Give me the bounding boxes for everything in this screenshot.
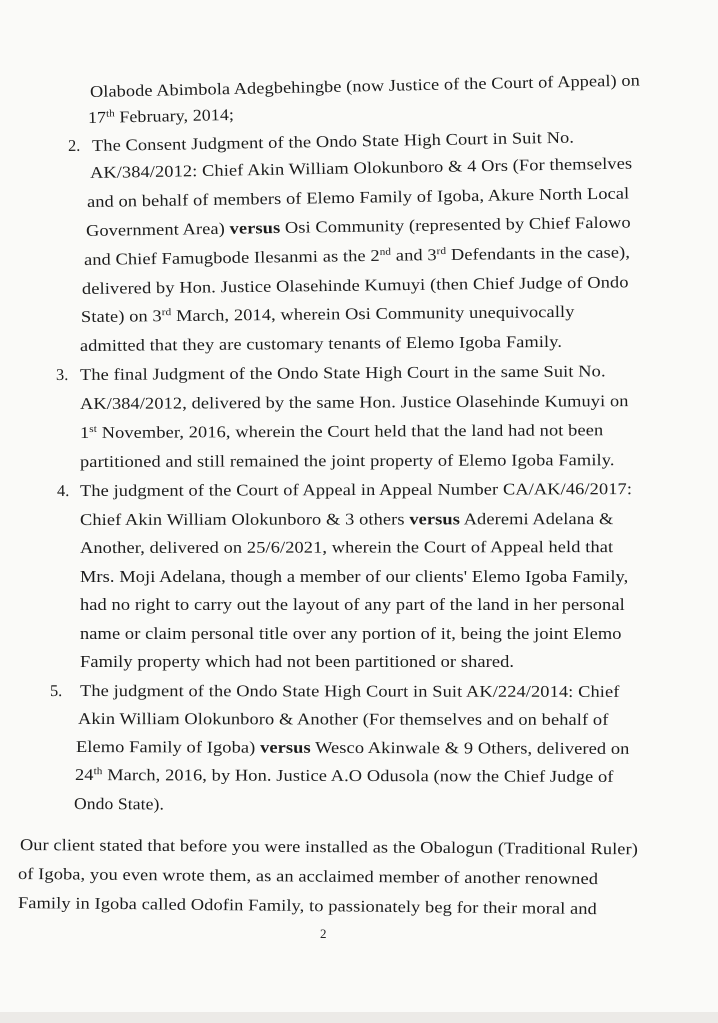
text-line [80, 567, 628, 587]
text-run: AK/384/2012: Chief Akin William Olokunboro & 4 Ors (For themselves [89, 153, 633, 182]
bottom-strip [0, 1012, 718, 1023]
text-run: name or claim personal title over any portion of it, being the joint Elemo [80, 624, 622, 643]
text-run: The final Judgment of the Ondo State High Court in the same Suit No. [79, 361, 606, 384]
text-run: Wesco Akinwale & 9 Others, delivered on [310, 737, 630, 758]
text-line [80, 420, 603, 443]
text-run: AK/384/2012, delivered by the same Hon. Justice Olasehinde Kumuyi on [79, 391, 629, 413]
text-line [80, 509, 613, 530]
text-line [80, 595, 625, 615]
text-run: March, 2014, wherein Osi Community unequivocally [171, 301, 575, 326]
text-line [80, 391, 629, 414]
text-run: February, 2014; [114, 104, 235, 127]
text-run: Osi Community (represented by Chief Falowo [280, 212, 631, 237]
text-run: admitted that they are customary tenants of Elemo Igoba Family. [79, 331, 563, 355]
text-line [81, 302, 575, 327]
superscript: th [105, 108, 115, 120]
text-run: had no right to carry out the layout of any part of the land in her personal [80, 595, 625, 614]
text-run: delivered by Hon. Justice Olasehinde Kumuyi (then Chief Judge of Ondo [81, 272, 629, 298]
text-line [80, 479, 632, 501]
bold-text: versus [229, 217, 281, 238]
superscript: th [93, 766, 103, 778]
text-run: and Chief Famugbode Ilesanmi as the 2 [83, 245, 380, 269]
bold-text: versus [260, 737, 311, 757]
text-run: Akin William Olokunboro & Another (For themselves and on behalf of [77, 709, 609, 729]
list-number: 4. [56, 480, 70, 500]
list-number: 3. [55, 364, 69, 384]
text-line [82, 272, 629, 299]
text-run: State) on 3 [80, 306, 162, 326]
text-run: 17 [87, 107, 107, 127]
text-run: and 3 [391, 245, 437, 265]
text-line [92, 128, 574, 156]
superscript: nd [379, 246, 392, 258]
text-line [80, 624, 622, 644]
text-run: and on behalf of members of Elemo Family of Igoba, Akure North Local [86, 183, 630, 211]
text-run: Ondo State). [73, 794, 165, 814]
text-line [80, 361, 606, 385]
text-run: Defendants in the case), [446, 242, 631, 264]
text-line [87, 183, 630, 212]
bold-text: versus [409, 509, 461, 529]
text-line [20, 835, 638, 859]
superscript: rd [436, 245, 447, 258]
text-line [78, 709, 608, 730]
text-line [90, 70, 640, 102]
text-line [80, 652, 514, 672]
text-line [80, 537, 613, 558]
text-run: Family property which had not been partitioned or shared. [80, 652, 515, 671]
superscript: st [89, 423, 98, 435]
text-line [80, 681, 619, 702]
text-line [18, 864, 598, 889]
text-line [88, 105, 234, 128]
superscript: rd [161, 307, 172, 319]
list-number: 5. [49, 681, 63, 701]
text-line [74, 794, 164, 814]
text-run: The Consent Judgment of the Ondo State High Court in Suit No. [91, 127, 575, 155]
text-run: The judgment of the Ondo State High Court in Suit AK/224/2014: Chief [79, 681, 620, 701]
text-run: March, 2016, by Hon. Justice A.O Odusola (now the Chief Judge of [102, 765, 614, 786]
text-run: Chief Akin William Olokunboro & 3 others [79, 509, 410, 529]
text-run: partitioned and still remained the joint property of Elemo Igoba Family. [79, 450, 615, 471]
text-run: Family in Igoba called Odofin Family, to passionately beg for their moral and [17, 893, 598, 919]
page-number: 2 [320, 926, 327, 941]
text-line [86, 212, 631, 241]
text-run: 24 [74, 765, 94, 785]
text-line [75, 765, 614, 787]
text-run: 1 [79, 422, 90, 442]
text-run: Government Area) [85, 218, 230, 240]
text-run: Olabode Abimbola Adegbehingbe (now Justice of the Court of Appeal) on [89, 70, 641, 101]
text-run: November, 2016, wherein the Court held that the land had not been [96, 420, 604, 442]
text-line [18, 893, 597, 919]
text-line [76, 737, 630, 759]
text-line [80, 450, 615, 472]
text-line [84, 242, 630, 270]
text-run: The judgment of the Court of Appeal in Appeal Number CA/AK/46/2017: [79, 479, 633, 500]
text-run: Elemo Family of Igoba) [75, 737, 261, 757]
text-run: Mrs. Moji Adelana, though a member of our clients' Elemo Igoba Family, [80, 567, 629, 586]
text-run: Another, delivered on 25/6/2021, wherein the Court of Appeal held that [79, 537, 614, 557]
text-run: Aderemi Adelana & [459, 509, 614, 529]
text-run: of Igoba, you even wrote them, as an acclaimed member of another renowned [17, 864, 599, 889]
text-line [80, 332, 562, 356]
list-number: 2. [67, 135, 81, 155]
text-line [90, 154, 632, 183]
text-run: Our client stated that before you were installed as the Obalogun (Traditional Ruler) [19, 835, 639, 859]
